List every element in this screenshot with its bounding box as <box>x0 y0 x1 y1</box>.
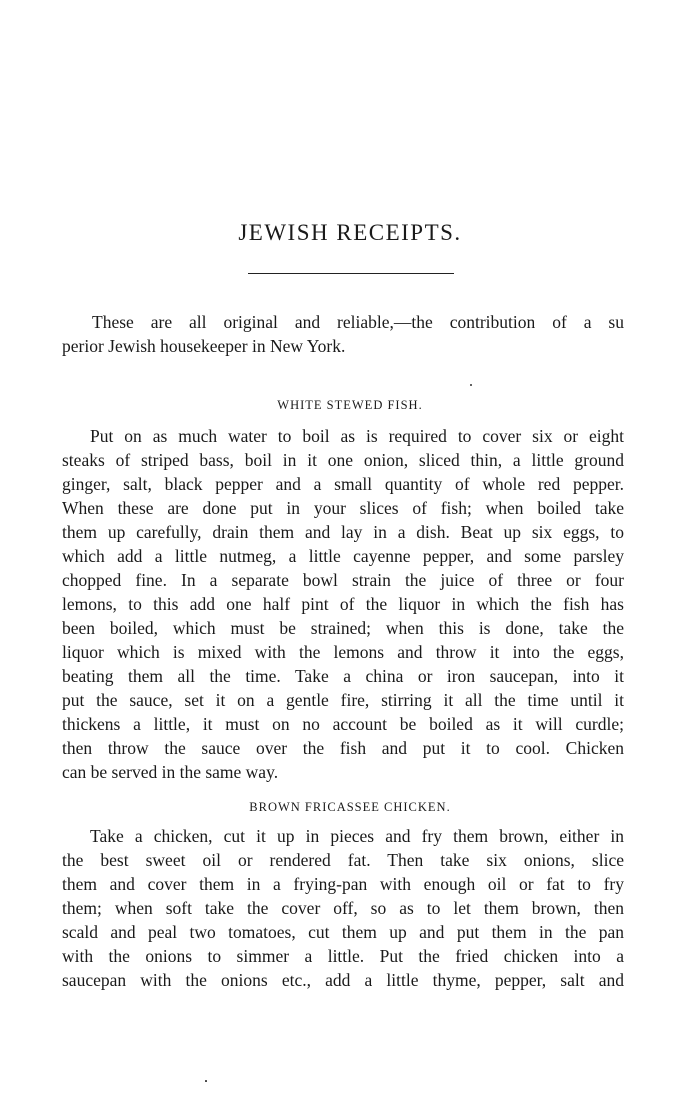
recipe-line: then throw the sauce over the fish and put it to cool. Chicken <box>62 738 624 758</box>
intro-line: These are all original and reliable,—the contribution of a su <box>92 312 624 332</box>
recipe-line: with the onions to simmer a little. Put the fried chicken into a <box>62 946 624 966</box>
recipe-line: thickens a little, it must on no account be boiled as it will curdle; <box>62 714 624 734</box>
recipe-body-white-stewed-fish <box>62 424 624 784</box>
recipe-body-brown-fricassee-chicken <box>62 824 624 992</box>
recipe-line: which add a little nutmeg, a little cayenne pepper, and some parsley <box>62 546 624 566</box>
ink-speck <box>205 1080 207 1082</box>
recipe-line: them up carefully, drain them and lay in a dish. Beat up six eggs, to <box>62 522 624 542</box>
recipe-heading-white-stewed-fish: WHITE STEWED FISH. <box>277 398 423 412</box>
recipe-line: chopped fine. In a separate bowl strain the juice of three or four <box>62 570 624 590</box>
recipe-heading-brown-fricassee-chicken: BROWN FRICASSEE CHICKEN. <box>249 800 451 814</box>
recipe-line: them and cover them in a frying-pan with enough oil or fat to fry <box>62 874 624 894</box>
recipe-line: been boiled, which must be strained; when this is done, take the <box>62 618 624 638</box>
recipe-line: saucepan with the onions etc., add a little thyme, pepper, salt and <box>62 970 624 990</box>
recipe-line: steaks of striped bass, boil in it one onion, sliced thin, a little ground <box>62 450 624 470</box>
recipe-line: ginger, salt, black pepper and a small quantity of whole red pepper. <box>62 474 624 494</box>
recipe-line: the best sweet oil or rendered fat. Then take six onions, slice <box>62 850 624 870</box>
recipe-line: lemons, to this add one half pint of the liquor in which the fish has <box>62 594 624 614</box>
intro-line: perior Jewish housekeeper in New York. <box>62 336 346 356</box>
title-divider <box>248 273 454 274</box>
recipe-line: them; when soft take the cover off, so as to let them brown, then <box>62 898 624 918</box>
recipe-line: put the sauce, set it on a gentle fire, stirring it all the time until it <box>62 690 624 710</box>
recipe-line: beating them all the time. Take a china or iron saucepan, into it <box>62 666 624 686</box>
intro-paragraph <box>62 310 624 358</box>
recipe-line: When these are done put in your slices of fish; when boiled take <box>62 498 624 518</box>
page-title: JEWISH RECEIPTS. <box>238 220 462 245</box>
recipe-line: liquor which is mixed with the lemons and throw it into the eggs, <box>62 642 624 662</box>
recipe-line: can be served in the same way. <box>62 762 279 782</box>
ink-speck <box>470 384 472 386</box>
recipe-line: scald and peal two tomatoes, cut them up and put them in the pan <box>62 922 624 942</box>
recipe-line: Put on as much water to boil as is required to cover six or eight <box>90 426 624 446</box>
recipe-line: Take a chicken, cut it up in pieces and fry them brown, either in <box>90 826 624 846</box>
